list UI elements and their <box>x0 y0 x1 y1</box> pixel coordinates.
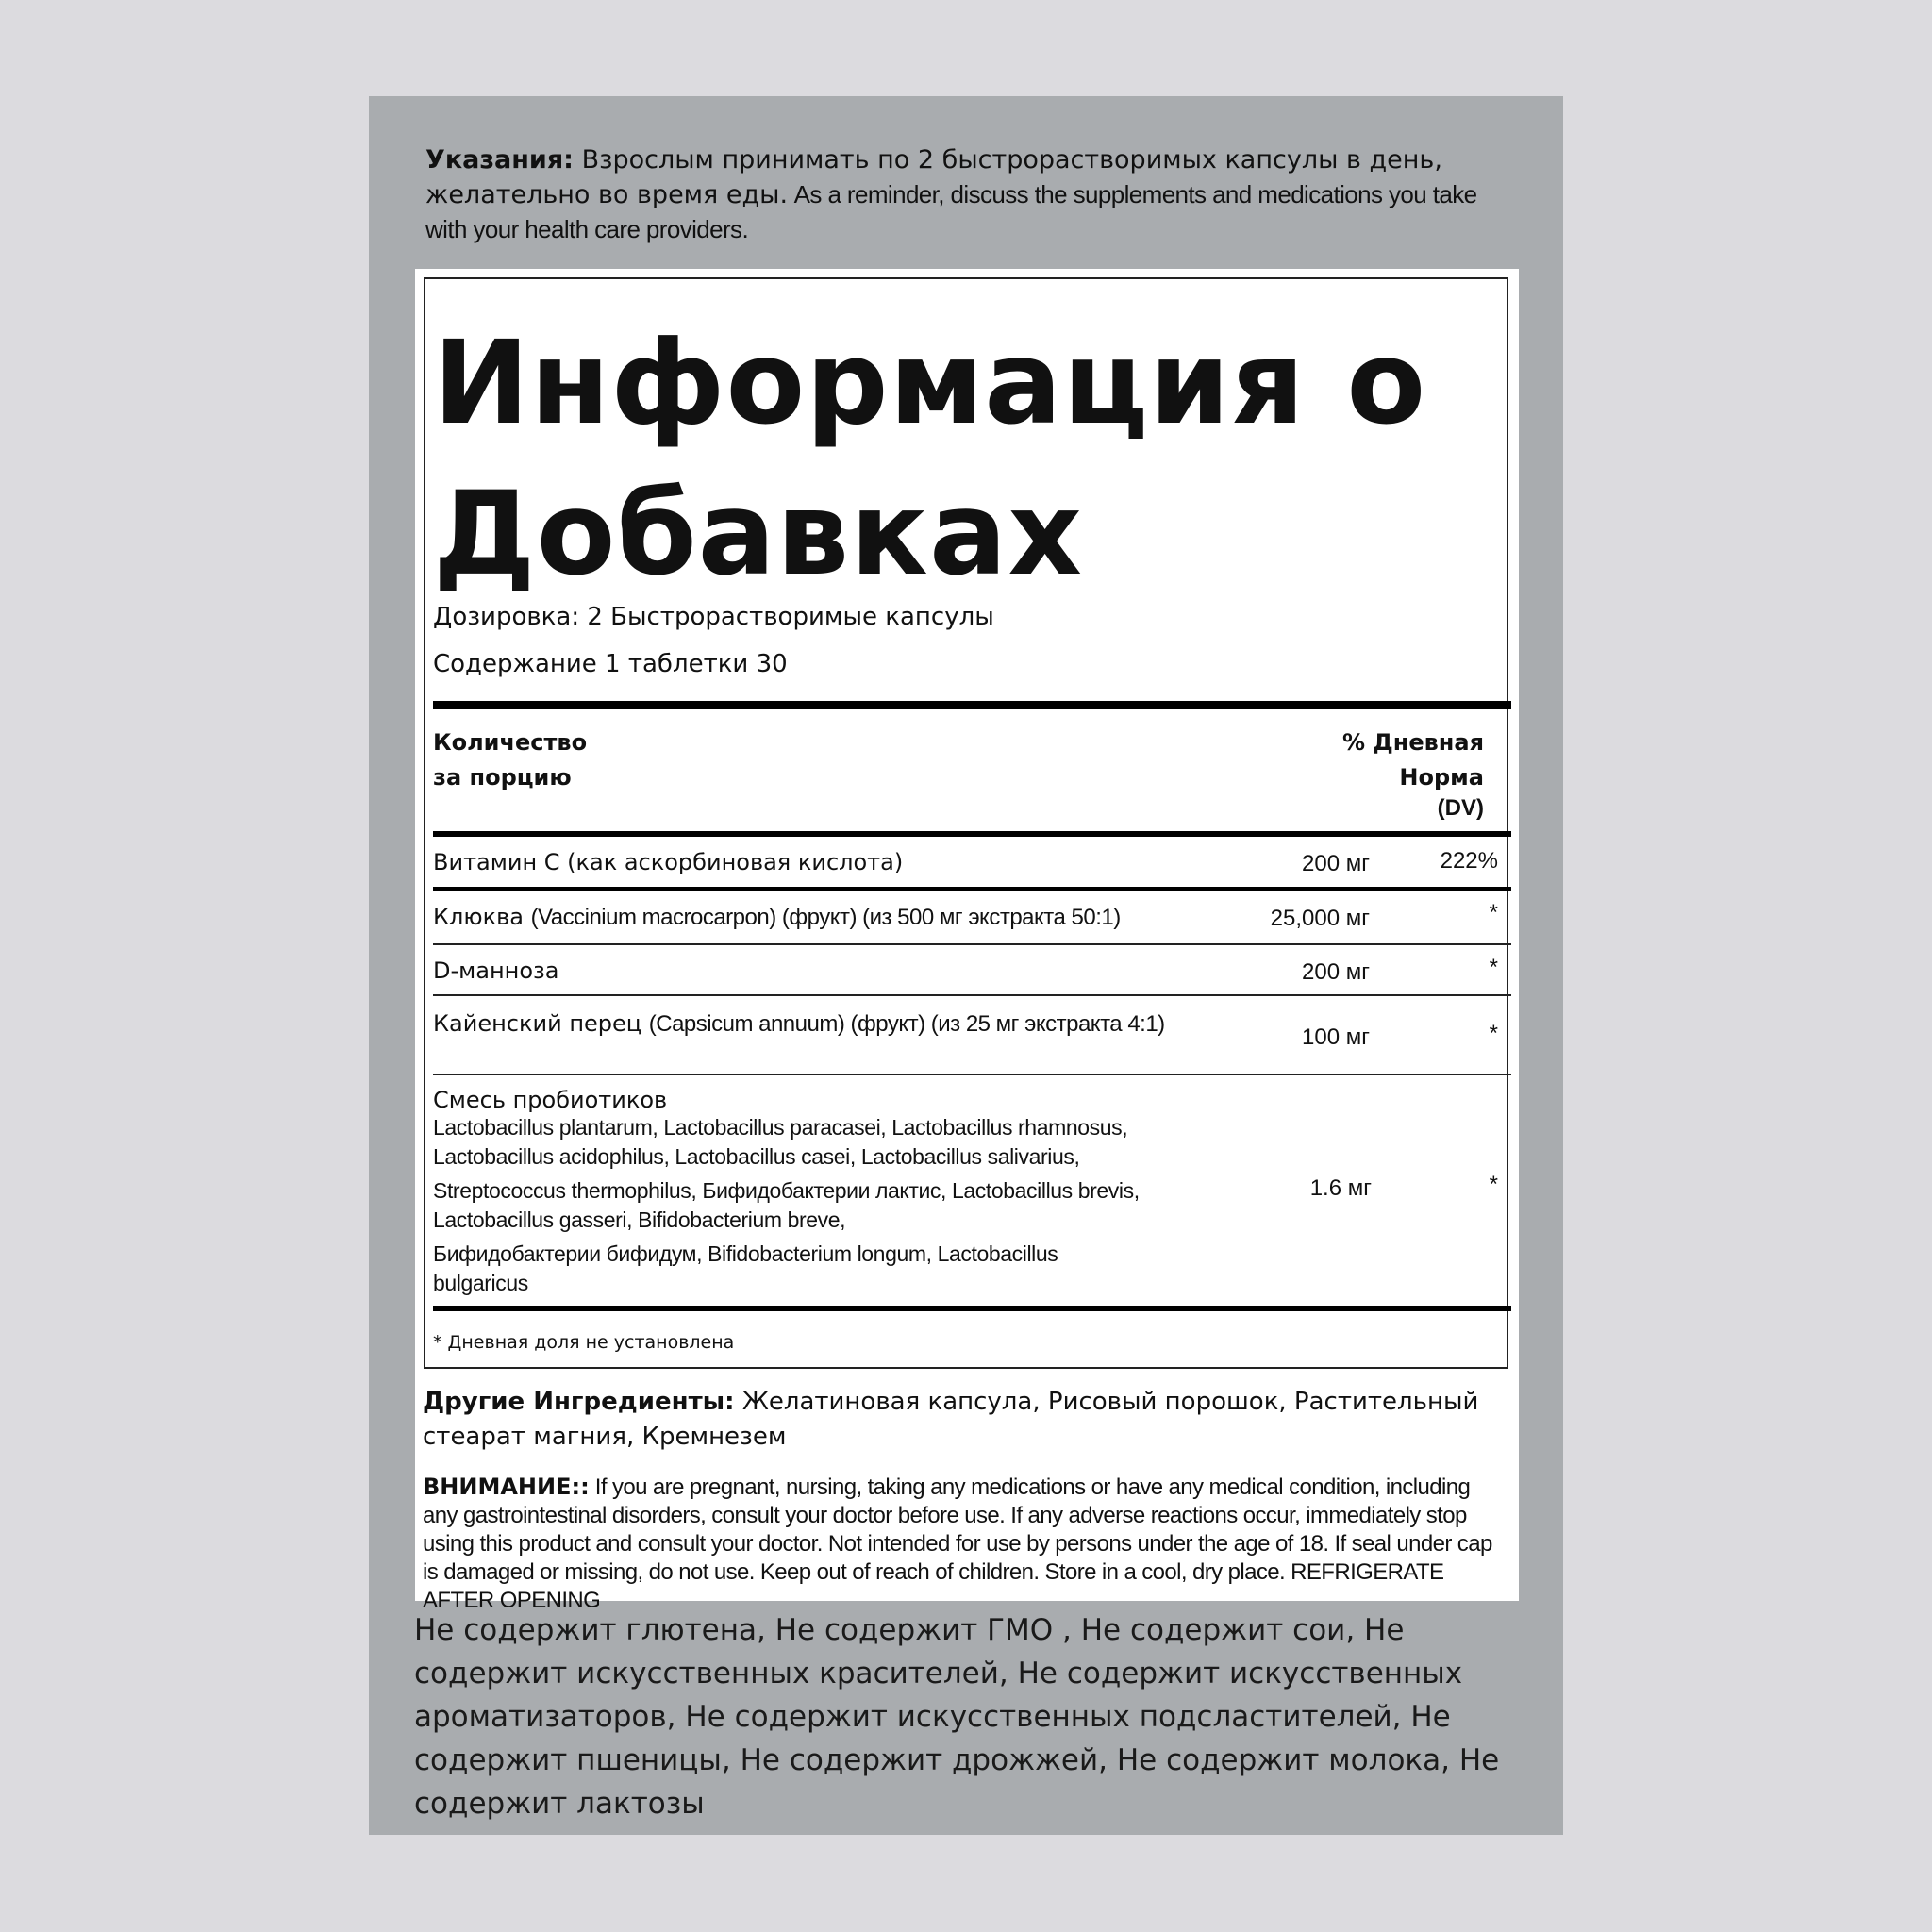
directions <box>425 143 1510 247</box>
row-name-latin: (Capsicum annuum) <box>648 1011 845 1037</box>
probiotic-strains-2: Streptococcus thermophilus, Бифидобактерии лактис, Lactobacillus brevis, Lactobacillus gasseri, Bifidobacterium breve, <box>433 1178 1140 1232</box>
table-row <box>433 945 1511 994</box>
label-panel <box>369 96 1563 1835</box>
row-dv: * <box>1489 900 1498 925</box>
servings-per-container: Содержание 1 таблетки 30 <box>433 650 788 678</box>
directions-text: Взрослым принимать по 2 быстрорастворимых капсулы в день, желательно во время еды. <box>425 145 1442 209</box>
row-dv: 222% <box>1440 848 1498 874</box>
row-name-part: Витамин С (как аскорбиновая кислота) <box>433 849 904 875</box>
row-name <box>433 903 1282 932</box>
header-right-line2: Норма <box>1399 764 1484 791</box>
table-row <box>433 891 1511 943</box>
header-right-line3: (DV) <box>1437 795 1484 821</box>
supplement-facts-box <box>424 277 1508 1369</box>
footnote: * Дневная доля не установлена <box>433 1332 735 1353</box>
header-right-line1: % Дневная <box>1341 729 1484 756</box>
warning-label: ВНИМАНИЕ:: <box>423 1474 590 1500</box>
warning-text: If you are pregnant, nursing, taking any medications or have any medical condition, including any gastrointestinal disorders, consult your doctor before use. If any adverse reactions occur, immediately stop using this product and consult your doctor. Not intended for use by persons under the age of 18. If seal under cap is damaged or missing, do not use. Keep out of reach of children. Store in a cool, dry place. REFRIGERATE AFTER OPENING <box>423 1474 1492 1613</box>
other-ingredients-label: Другие Ингредиенты: <box>423 1388 735 1416</box>
supplement-card <box>415 269 1519 1613</box>
probiotic-amount: 1.6 мг <box>1309 1175 1372 1201</box>
bottom-divider <box>433 1306 1511 1311</box>
probiotic-strains-1: Lactobacillus plantarum, Lactobacillus paracasei, Lactobacillus rhamnosus, Lactobacillus acidophilus, Lactobacillus casei, Lactobacillus salivarius, <box>433 1115 1128 1169</box>
table-row <box>433 837 1511 878</box>
row-amount: 25,000 мг <box>1270 906 1370 931</box>
row-amount: 100 мг <box>1302 1024 1370 1050</box>
thick-divider <box>433 701 1511 709</box>
probiotic-name <box>433 1087 1141 1298</box>
other-ingredients-text: Желатиновая капсула, Рисовый порошок, Растительный стеарат магния, Кремнезем <box>423 1388 1479 1451</box>
row-name-latin: (Vaccinium macrocarpon) <box>530 905 776 930</box>
header-left-line1: Количество <box>433 729 588 756</box>
daily-value-header <box>1342 725 1484 822</box>
row-dv: * <box>1489 1021 1498 1046</box>
row-dv: * <box>1489 955 1498 980</box>
row-name-part: (фрукт) (из 500 мг экстракта 50:1) <box>775 905 1121 930</box>
row-name-part: Клюква <box>433 904 531 930</box>
probiotic-strains-3: Бифидобактерии бифидум, Bifidobacterium longum, Lactobacillus bulgaricus <box>433 1241 1058 1295</box>
warning <box>423 1473 1498 1615</box>
header-left-line2: за порцию <box>433 764 572 791</box>
facts-title: Информация о Добавках <box>433 316 1427 601</box>
probiotic-title: Смесь пробиотиков <box>433 1087 668 1113</box>
amount-per-serving-header <box>433 725 587 795</box>
other-ingredients <box>423 1385 1498 1455</box>
row-name-part: Кайенский перец <box>433 1010 649 1037</box>
serving-size: Дозировка: 2 Быстрорастворимые капсулы <box>433 603 994 631</box>
probiotic-dv: * <box>1489 1172 1498 1197</box>
table-row <box>433 996 1511 1074</box>
probiotic-row <box>433 1075 1511 1302</box>
row-name-part: (фрукт) (из 25 мг экстракта 4:1) <box>844 1011 1165 1037</box>
free-from-claims: Не содержит глютена, Не содержит ГМО , Не содержит сои, Не содержит искусственных красителей, Не содержит искусственных ароматизаторов, Не содержит искусственных подсластителей, Не содержит пшеницы, Не содержит дрожжей, Не содержит молока, Не содержит лактозы <box>414 1613 1500 1821</box>
directions-label: Указания: <box>425 145 574 175</box>
row-name <box>433 848 1150 877</box>
directions-reminder: As a reminder, discuss the supplements and medications you take with your health care providers. <box>425 180 1477 243</box>
row-name-part: D-манноза <box>433 958 559 984</box>
row-amount: 200 мг <box>1302 959 1370 985</box>
row-name <box>433 957 1150 986</box>
row-amount: 200 мг <box>1302 851 1370 876</box>
row-name <box>433 1009 1169 1039</box>
